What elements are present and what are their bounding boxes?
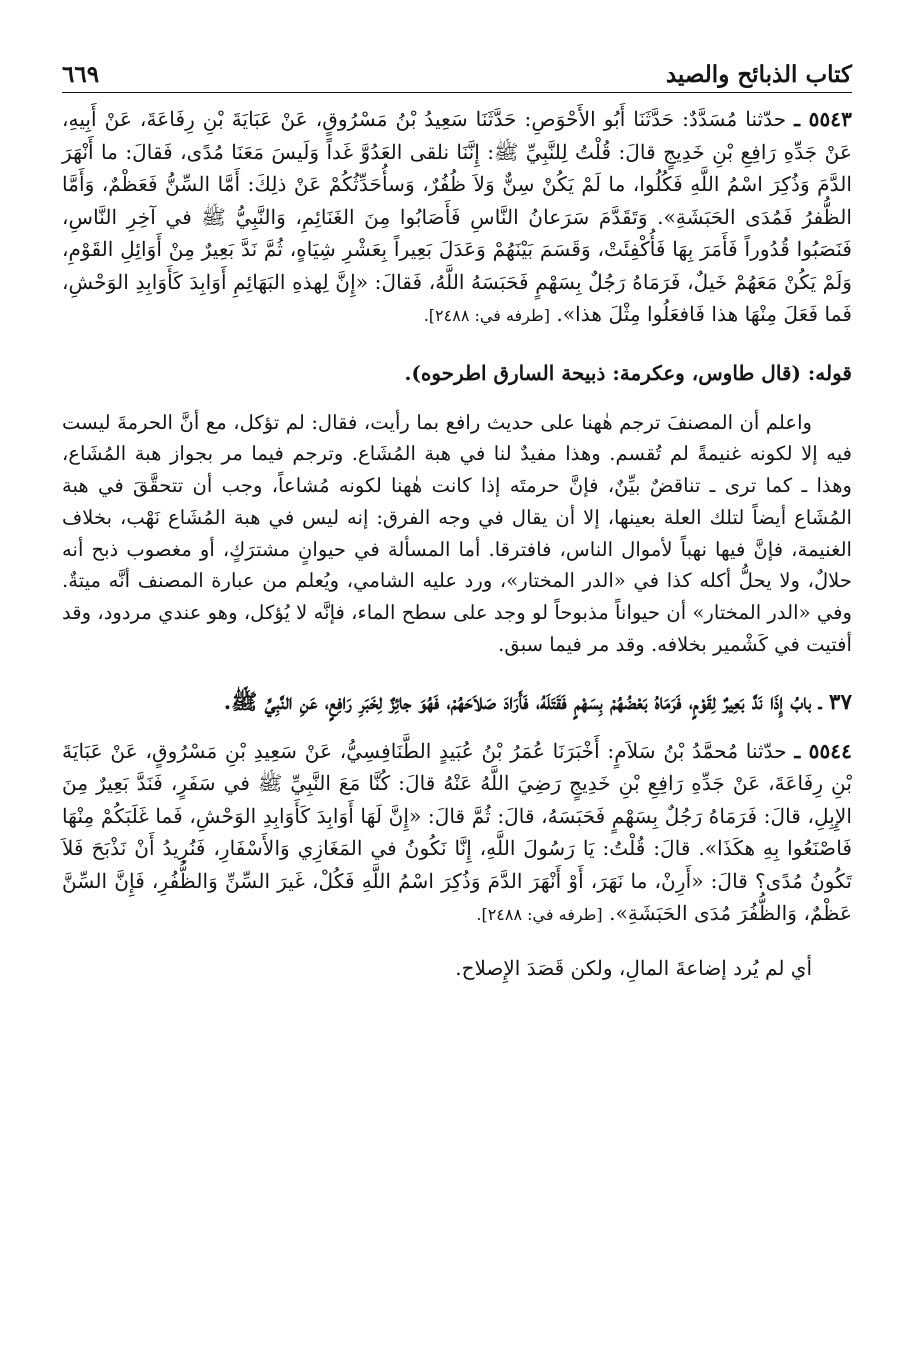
book-title: كتاب الذبائح والصيد [665, 61, 852, 88]
running-head [62, 58, 852, 93]
hadith-reference: [طرفه في: ٢٤٨٨]. [423, 306, 550, 325]
closing-comment: أي لم يُرد إضاعةَ المالِ، ولكن قَصَدَ الإِصلاح. [455, 955, 812, 980]
hadith-text: حدّثنا مُحمَّدُ بْنُ سَلاَمٍ: أَخْبَرَنَا عُمَرُ بْنُ عُبَيدٍ الطَّنَافِسِيُّ، عَنْ سَعِيدِ بْنِ مَسْرُوقٍ، عَنْ عَبَايَةَ بْنِ رِفَاعَةَ، عَنْ جَدِّهِ رَافِعِ بْنِ خَدِيجٍ رَضِيَ اللَّهُ عَنْهُ قالَ: كُنَّا مَعَ النَّبِيِّ ﷺ في سَفَرٍ، فَنَدَّ بَعِيرٌ مِنَ الإِبِلِ، قالَ: فَرَمَاهُ رَجُلٌ بِسَهْمٍ فَحَبَسَهُ، قالَ: ثُمَّ قالَ: «إِنَّ لَهَا أَوَابِدَ كَأَوَابِدِ الوَحْشِ، فَما غَلَبَكُمْ مِنْهَا فَاصْنَعُوا بِهِ هكَذَا». قالَ: قُلْتُ: يَا رَسُولَ اللَّهِ، إِنَّا نَكُونُ في المَغَازِي وَالأَسْفَارِ، فَنُرِيدُ أَنْ نَذْبَحَ فَلاَ تَكُونُ مُدًى؟ قالَ: «أَرِنْ، ما نَهَرَ، أَوْ أَنْهَرَ الدَّمَ وَذُكِرَ اسْمُ اللَّهِ فَكُلْ، غَيرَ السِّنِّ وَالظُّفُرِ، فَإِنَّ السِّنَّ عَظْمٌ، وَالظُّفُرَ مُدَى الحَبَشَةِ». [62, 738, 852, 926]
hadith-number: ٥٥٤٣ ـ [794, 107, 852, 131]
page [62, 58, 852, 984]
page-number: ٦٦٩ [62, 61, 100, 88]
hadith-5543 [62, 103, 852, 333]
commentary-heading: قوله: (قال طاوس، وعكرمة: ذبيحة السارق اطرحوه). [404, 360, 852, 385]
hadith-number: ٥٥٤٤ ـ [794, 738, 852, 763]
hadith-reference: [طرفه في: ٢٤٨٨]. [476, 905, 603, 925]
hadith-5544 [62, 735, 852, 932]
chapter-heading: ٣٧ ـ بابُ إِذَا نَدَّ بَعِيرٌ لِقَوْمٍ، فَرَمَاهُ بَعْضُهُمْ بِسَهْمٍ فَقَتَلَهُ، فَأَرَادَ صَلاَحَهُمْ، فَهُوَ جائِزٌ لِخَبَرِ رَافِعٍ، عَنِ النَّبِيِّ ﷺ. [223, 689, 852, 715]
commentary-paragraph: واعلم أن المصنفَ ترجم هٰهنا على حديث رافع بما رأيت، فقال: لم تؤكل، مع أنَّ الحرمةَ ليست فيه إلا لكونه غنيمةً لم تُقسم. وهذا مفيدٌ لنا في هبة المُشَاع. وترجم فيما مر بجواز هبة المُشَاع، وهذا ـ كما ترى ـ تناقضٌ بيِّنٌ، فإنَّ حرمتَه إذا كانت هٰهنا لكونه مُشاعاً، وجب أن تتحقَّقَ في هبة المُشَاع أيضاً لتلك العلة بعينها، إلا أن يقال في وجه الفرق: إنه ليس في هبة المُشَاع نَهْب، بخلاف الغنيمة، فإنَّ فيها نهباً لأموال الناس، فافترقا. أما المسألة في حيوانٍ مشترَكٍ، أو مغصوب ذبح أنه حلالٌ، ولا يحلُّ أكله كذا في «الدر المختار»، ورد عليه الشامي، ويُعلم من عبارة المصنف أنَّه ميتةٌ. وفي «الدر المختار» أن حيواناً مذبوحاً لو وجد على سطح الماء، فإنَّه لا يُؤكل، وهو عندي مردود، وقد أفتيت في كَشْمير بخلافه. وقد مر فيما سبق. [62, 410, 852, 657]
hadith-text: حدّثنا مُسَدَّدٌ: حَدَّثَنَا أَبُو الأَحْوَصِ: حَدَّثَنَا سَعِيدُ بْنُ مَسْرُوقٍ، عَنْ عَبَايَةَ بْنِ رِفَاعَةَ، عَنْ أَبِيهِ، عَنْ جَدِّهِ رَافِعِ بْنِ خَدِيجٍ قالَ: قُلْتُ لِلنَّبِيِّ ﷺ: إِنَّنَا نلقى العَدُوَّ غَداً وَلَيسَ مَعَنَا مُدًى، فَقالَ: ما أَنْهَرَ الدَّمَ وَذُكِرَ اسْمُ اللَّهِ فَكُلُوا، ما لَمْ يَكُنْ سِنٌّ وَلاَ ظُفُرٌ، وَسأُحَدِّثُكُمْ عَنْ ذلِكَ: أَمَّا السِّنُّ فَعَظْمٌ، وَأَمَّا الظُّفرُ فَمُدَى الحَبَشَةِ». وَتَقَدَّمَ سَرَعانُ النَّاسِ فَأَصَابُوا مِنَ الغَنَائِمِ، وَالنَّبِيُّ ﷺ في آخِرِ النَّاسِ، فَنَصَبُوا قُدُوراً فَأَمَرَ بِهَا فَأُكْفِئَتْ، وَقَسَمَ بَيْنَهُمْ وَعَدَلَ بَعِيراً بِعَشْرِ شِيَاهٍ، ثُمَّ نَدَّ بَعِيرٌ مِنْ أَوَائِلِ القَوْمِ، وَلَمْ يَكُنْ مَعَهُمْ خَيلٌ، فَرَمَاهُ رَجُلٌ بِسَهْمٍ فَحَبَسَهُ اللَّهُ، فَقالَ: «إِنَّ لِهذهِ البَهَائِمِ أَوَابِدَ كَأَوَابِدِ الوَحْشِ، فَما فَعَلَ مِنْهَا هذا فَافعَلُوا مِثْلَ هذا». [62, 107, 852, 326]
